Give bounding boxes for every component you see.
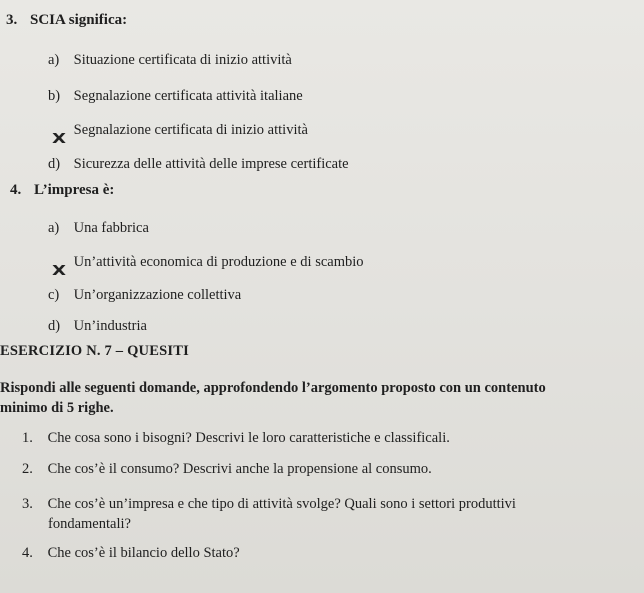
exercise-instructions [0, 378, 640, 418]
option-text: Un’industria [73, 318, 147, 334]
question-text: Che cosa sono i bisogni? Descrivi le loro caratteristiche e classificali. [47, 430, 450, 446]
question-3-option-b [48, 88, 303, 105]
instructions-line-1: Rispondi alle seguenti domande, approfondendo l’argomento proposto con un contenuto [0, 380, 546, 396]
question-3-option-c [48, 122, 308, 139]
exercise-question-2 [22, 459, 432, 479]
question-number: 3. [22, 496, 33, 512]
question-number: 1. [22, 430, 33, 446]
option-text: Segnalazione certificata attività italiane [73, 88, 303, 104]
question-number: 4. [22, 545, 33, 561]
question-4-option-a [48, 220, 149, 237]
question-3-text: SCIA significa: [30, 12, 128, 28]
exercise-question-4 [22, 543, 240, 563]
instructions-line-2: minimo di 5 righe. [0, 400, 114, 416]
option-text: Un’organizzazione collettiva [73, 287, 242, 303]
question-3-title [6, 12, 127, 29]
exercise-question-3 [22, 494, 630, 534]
option-letter: c) [48, 287, 60, 303]
question-4-option-b [48, 254, 364, 271]
option-text: Un’attività economica di produzione e di scambio [73, 254, 364, 270]
option-letter: d) [48, 156, 61, 172]
question-3-option-a [48, 52, 292, 69]
option-text: Una fabbrica [73, 220, 149, 236]
question-text: Che cos’è il consumo? Descrivi anche la propensione al consumo. [47, 461, 432, 477]
option-text: Situazione certificata di inizio attività [73, 52, 292, 68]
option-text: Sicurezza delle attività delle imprese certificate [73, 156, 349, 172]
question-4-text: L’impresa è: [34, 182, 115, 198]
exercise-heading: ESERCIZIO N. 7 – QUESITI [0, 343, 189, 359]
option-letter: d) [48, 318, 61, 334]
question-3-option-d [48, 156, 349, 173]
question-4-title [10, 182, 114, 199]
option-text: Segnalazione certificata di inizio attività [73, 122, 308, 138]
question-3-number: 3. [6, 12, 18, 28]
exercise-question-1 [22, 428, 450, 448]
question-text-line-1: Che cos’è un’impresa e che tipo di attività svolge? Quali sono i settori produttivi [47, 496, 516, 512]
option-letter: b) [48, 88, 61, 104]
option-letter: a) [48, 52, 60, 68]
question-4-option-c [48, 287, 241, 304]
question-number: 2. [22, 461, 33, 477]
question-text: Che cos’è il bilancio dello Stato? [47, 545, 240, 561]
option-letter: a) [48, 220, 60, 236]
question-4-option-d [48, 318, 147, 335]
question-4-number: 4. [10, 182, 22, 198]
question-text-line-2: fondamentali? [48, 516, 131, 532]
